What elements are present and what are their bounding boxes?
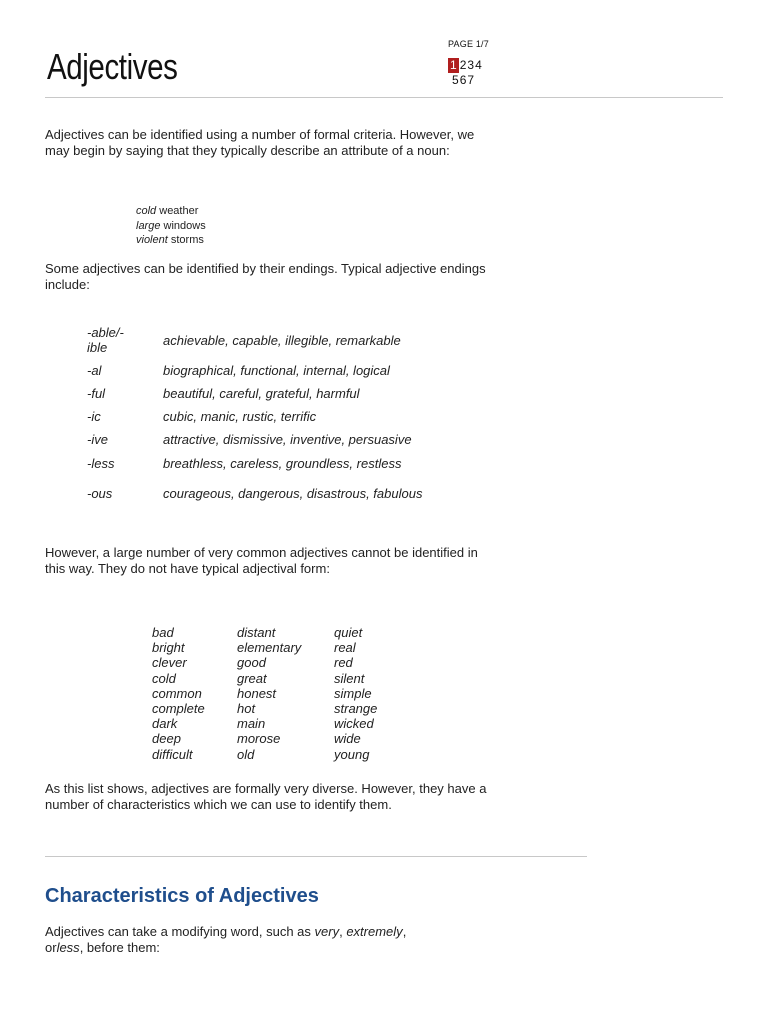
list-item: old — [237, 746, 255, 762]
endings-paragraph: Some adjectives can be identified by their endings. Typical adjective endings include: — [45, 261, 486, 292]
list-item: main — [237, 716, 266, 732]
endings-table — [82, 322, 423, 511]
page-link-7[interactable]: 7 — [467, 73, 475, 87]
common-adjectives-paragraph: However, a large number of very common adjectives cannot be identified in this way. They do not have typical adjectival form: — [45, 545, 478, 576]
adjective-column-1 — [152, 625, 205, 762]
page-link-3[interactable]: 3 — [467, 58, 475, 72]
table-row — [82, 475, 423, 511]
table-row — [82, 405, 423, 428]
list-item: strange — [334, 701, 378, 717]
list-item: young — [334, 746, 370, 762]
page-indicator: PAGE 1/7 — [448, 39, 489, 49]
list-item: red — [334, 655, 353, 671]
diversity-paragraph: As this list shows, adjectives are formally very diverse. However, they have a number of characteristics which we can use to identify them. — [45, 781, 487, 812]
suffix-cell: -ic — [87, 409, 101, 424]
examples-cell: attractive, dismissive, inventive, persuasive — [163, 432, 412, 447]
list-item: real — [334, 640, 356, 656]
noun-attribute-examples — [136, 204, 206, 248]
example-line: large windows — [136, 219, 206, 232]
page-link-1[interactable]: 1 — [450, 58, 457, 72]
table-row — [82, 382, 423, 405]
table-row — [82, 428, 423, 451]
suffix-cell: -al — [87, 363, 102, 378]
word-extremely: extremely — [346, 924, 403, 939]
characteristics-paragraph: Adjectives can take a modifying word, such as very, extremely, orless, before them: — [45, 924, 407, 955]
examples-cell: cubic, manic, rustic, terrific — [163, 409, 317, 424]
table-row — [82, 322, 423, 359]
intro-paragraph: Adjectives can be identified using a number of formal criteria. However, we may begin by saying that they typically describe an attribute of a noun: — [45, 127, 475, 158]
pagination — [448, 58, 496, 88]
suffix-cell: -ive — [87, 432, 108, 447]
suffix-cell: -ful — [87, 386, 106, 401]
list-item: clever — [152, 655, 187, 671]
list-item: honest — [237, 685, 277, 701]
list-item: deep — [152, 731, 181, 747]
list-item: complete — [152, 701, 205, 717]
list-item: bright — [152, 640, 185, 656]
examples-cell: courageous, dangerous, disastrous, fabulous — [163, 485, 423, 501]
example-line: violent storms — [136, 234, 204, 246]
examples-cell: beautiful, careful, grateful, harmful — [163, 386, 360, 401]
table-row — [82, 451, 423, 475]
adjective-column-2 — [237, 625, 301, 762]
list-item: great — [237, 670, 267, 686]
suffix-cell: -ous — [87, 485, 113, 501]
list-item: dark — [152, 716, 178, 732]
list-item: distant — [237, 625, 276, 640]
word-very: very — [314, 924, 340, 939]
suffix-cell: -able/-ible — [87, 325, 124, 355]
word-less: less — [56, 939, 80, 955]
list-item: hot — [237, 701, 256, 717]
list-item: difficult — [152, 746, 193, 762]
list-item: common — [152, 685, 202, 701]
page-link-5[interactable]: 5 — [452, 73, 459, 87]
examples-cell: breathless, careless, groundless, restless — [163, 455, 402, 471]
section-heading: Characteristics of Adjectives — [45, 885, 319, 907]
example-line: cold weather — [136, 205, 199, 217]
page-link-6[interactable]: 6 — [459, 73, 467, 87]
page-link-4[interactable]: 4 — [475, 58, 482, 72]
list-item: silent — [334, 670, 365, 686]
list-item: wide — [334, 731, 361, 747]
examples-cell: achievable, capable, illegible, remarkable — [163, 333, 401, 348]
page-title: Adjectives — [47, 46, 178, 87]
page-link-2[interactable]: 2 — [459, 58, 467, 72]
list-item: good — [237, 655, 266, 671]
list-item: cold — [152, 670, 176, 686]
header-divider — [45, 97, 723, 98]
list-item: simple — [334, 685, 372, 701]
adjective-column-3 — [334, 625, 377, 762]
list-item: wicked — [334, 716, 374, 732]
list-item: bad — [152, 625, 174, 640]
examples-cell: biographical, functional, internal, logical — [163, 363, 390, 378]
section-divider — [45, 856, 587, 857]
list-item: morose — [237, 731, 281, 747]
table-row — [82, 359, 423, 382]
list-item: elementary — [237, 640, 302, 656]
list-item: quiet — [334, 625, 363, 640]
suffix-cell: -less — [87, 455, 115, 471]
